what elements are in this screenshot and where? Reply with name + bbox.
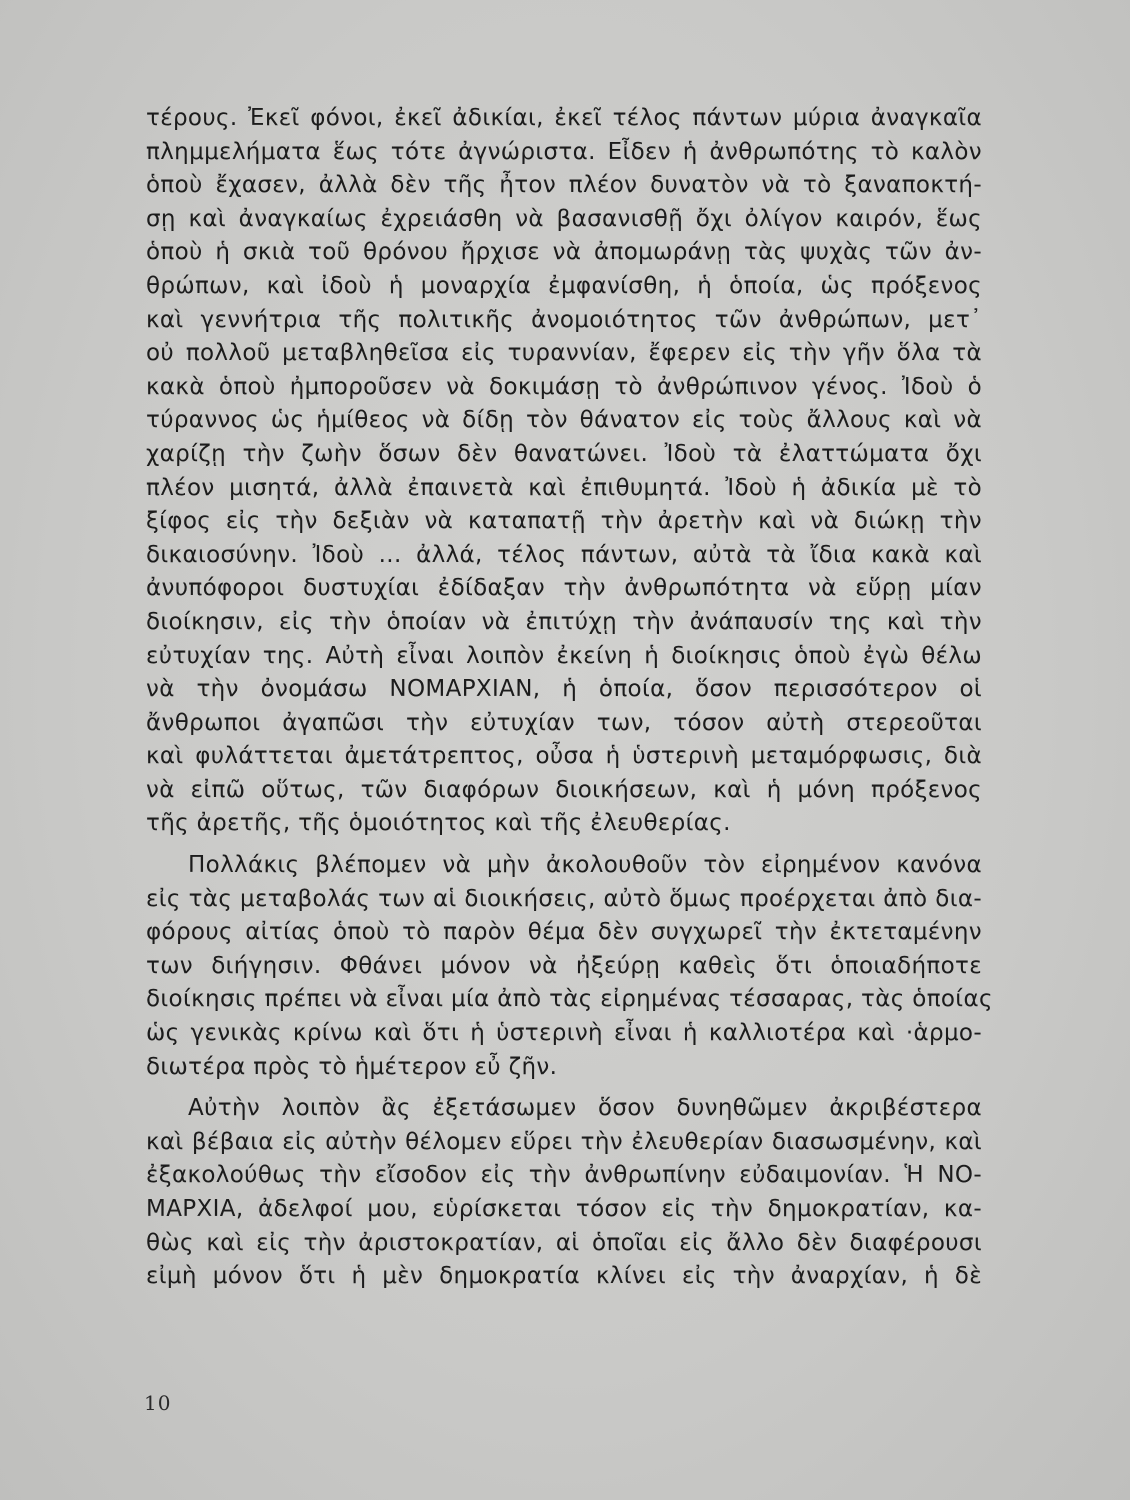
text-line: διοίκησις πρέπει νὰ εἶναι μία ἀπὸ τὰς εἰρημένας τέσσαρας, τὰς ὁποίας [146, 986, 993, 1013]
text-line: νὰ εἰπῶ οὕτως, τῶν διαφόρων διοικήσεων, καὶ ἡ μόνη πρόξενος [146, 776, 982, 803]
paragraph-2 [146, 849, 993, 1084]
text-line: σῃ καὶ ἀναγκαίως ἐχρειάσθη νὰ βασανισθῇ ὄχι ὀλίγον καιρόν, ἕως [146, 205, 982, 232]
body-text [146, 102, 993, 1294]
text-line: οὐ πολλοῦ μεταβληθεῖσα εἰς τυραννίαν, ἔφερεν εἰς τὴν γῆν ὅλα τὰ [146, 340, 982, 367]
text-line: διωτέρα πρὸς τὸ ἡμέτερον εὖ ζῆν. [146, 1053, 558, 1080]
text-line: δικαιοσύνην. Ἰδοὺ ... ἀλλά, τέλος πάντων, αὐτὰ τὰ ἴδια κακὰ καὶ [146, 541, 982, 568]
page-number: 10 [144, 1391, 172, 1415]
text-line: ἀνυπόφοροι δυστυχίαι ἐδίδαξαν τὴν ἀνθρωπότητα νὰ εὕρῃ μίαν [146, 575, 982, 602]
text-line: καὶ βέβαια εἰς αὐτὴν θέλομεν εὕρει τὴν ἐλευθερίαν διασωσμένην, καὶ [146, 1128, 982, 1155]
text-line: θρώπων, καὶ ἰδοὺ ἡ μοναρχία ἐμφανίσθη, ἡ ὁποία, ὡς πρόξενος [146, 272, 982, 299]
text-line: καὶ γεννήτρια τῆς πολιτικῆς ἀνομοιότητος τῶν ἀνθρώπων, μετ᾽ [146, 306, 982, 333]
text-line: τῆς ἀρετῆς, τῆς ὁμοιότητος καὶ τῆς ἐλευθερίας. [146, 810, 731, 837]
text-line: νὰ τὴν ὀνομάσω ΝΟΜΑΡΧΙΑΝ, ἡ ὁποία, ὅσον περισσότερον οἱ [146, 676, 982, 703]
text-line: Πολλάκις βλέπομεν νὰ μὴν ἀκολουθοῦν τὸν εἰρημένον κανόνα [188, 852, 982, 879]
text-line: χαρίζῃ τὴν ζωὴν ὅσων δὲν θανατώνει. Ἰδοὺ τὰ ἐλαττώματα ὄχι [146, 440, 982, 467]
text-line: των διήγησιν. Φθάνει μόνον νὰ ἠξεύρῃ καθεὶς ὅτι ὁποιαδήποτε [146, 952, 982, 979]
text-line: διοίκησιν, εἰς τὴν ὁποίαν νὰ ἐπιτύχῃ τὴν ἀνάπαυσίν της καὶ τὴν [146, 608, 982, 635]
text-line: ἐξακολούθως τὴν εἴσοδον εἰς τὴν ἀνθρωπίνην εὐδαιμονίαν. Ἡ ΝΟ- [146, 1162, 982, 1189]
text-line: ὁποὺ ἡ σκιὰ τοῦ θρόνου ἤρχισε νὰ ἀπομωράνῃ τὰς ψυχὰς τῶν ἀν- [146, 239, 982, 266]
text-line: Αὐτὴν λοιπὸν ἂς ἐξετάσωμεν ὅσον δυνηθῶμεν ἀκριβέστερα [188, 1095, 982, 1122]
text-line: εἰς τὰς μεταβολάς των αἱ διοικήσεις, αὐτὸ ὅμως προέρχεται ἀπὸ δια- [146, 885, 982, 912]
text-line: πλέον μισητά, ἀλλὰ ἐπαινετὰ καὶ ἐπιθυμητά. Ἰδοὺ ἡ ἀδικία μὲ τὸ [146, 474, 982, 501]
text-line: καὶ φυλάττεται ἀμετάτρεπτος, οὖσα ἡ ὑστερινὴ μεταμόρφωσις, διὰ [146, 743, 982, 770]
text-line: πλημμελήματα ἕως τότε ἀγνώριστα. Εἶδεν ἡ ἀνθρωπότης τὸ καλὸν [146, 138, 982, 165]
text-line: ὡς γενικὰς κρίνω καὶ ὅτι ἡ ὑστερινὴ εἶναι ἡ καλλιοτέρα καὶ ·ἁρμο- [146, 1020, 982, 1047]
text-line: τέρους. Ἐκεῖ φόνοι, ἐκεῖ ἀδικίαι, ἐκεῖ τέλος πάντων μύρια ἀναγκαῖα [146, 105, 982, 131]
text-line: εὐτυχίαν της. Αὐτὴ εἶναι λοιπὸν ἐκείνη ἡ διοίκησις ὁποὺ ἐγὼ θέλω [146, 642, 982, 669]
text-line: θὼς καὶ εἰς τὴν ἀριστοκρατίαν, αἱ ὁποῖαι εἰς ἄλλο δὲν διαφέρουσι [146, 1229, 982, 1256]
text-line: εἰμὴ μόνον ὅτι ἡ μὲν δημοκρατία κλίνει εἰς τὴν ἀναρχίαν, ἡ δὲ [146, 1263, 982, 1290]
paragraph-3 [146, 1092, 982, 1294]
text-line: τύραννος ὡς ἡμίθεος νὰ δίδῃ τὸν θάνατον εἰς τοὺς ἄλλους καὶ νὰ [146, 407, 982, 434]
paragraph-1 [146, 102, 982, 841]
text-line: κακὰ ὁποὺ ἠμποροῦσεν νὰ δοκιμάσῃ τὸ ἀνθρώπινον γένος. Ἰδοὺ ὁ [146, 373, 982, 400]
text-line: ἄνθρωποι ἀγαπῶσι τὴν εὐτυχίαν των, τόσον αὐτὴ στερεοῦται [146, 709, 982, 736]
text-line: ΜΑΡΧΙΑ, ἀδελφοί μου, εὑρίσκεται τόσον εἰς τὴν δημοκρατίαν, κα- [146, 1196, 982, 1222]
text-line: ὁποὺ ἔχασεν, ἀλλὰ δὲν τῆς ἦτον πλέον δυνατὸν νὰ τὸ ξαναποκτή- [146, 172, 982, 199]
text-line: φόρους αἰτίας ὁποὺ τὸ παρὸν θέμα δὲν συγχωρεῖ τὴν ἐκτεταμένην [146, 919, 982, 946]
text-line: ξίφος εἰς τὴν δεξιὰν νὰ καταπατῇ τὴν ἀρετὴν καὶ νὰ διώκῃ τὴν [146, 508, 982, 535]
